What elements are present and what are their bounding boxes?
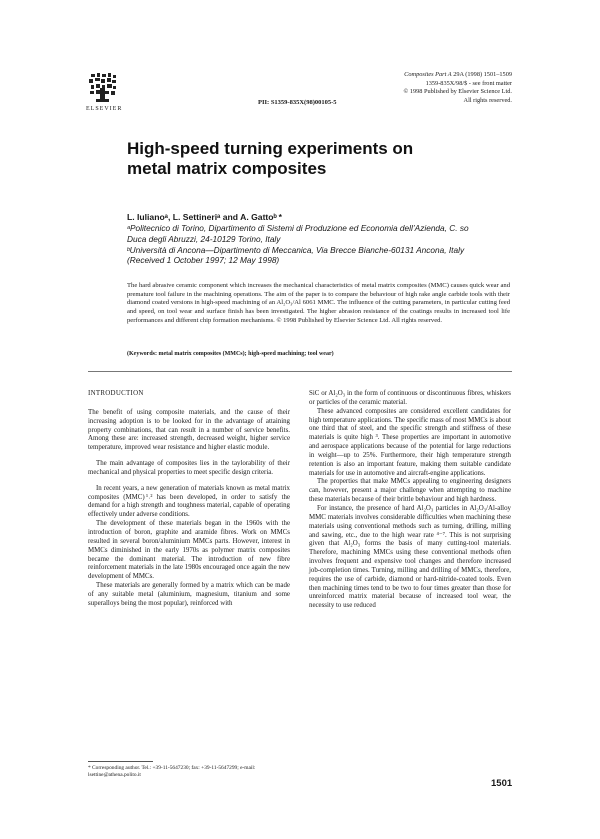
received-dates: (Received 1 October 1997; 12 May 1998) bbox=[127, 255, 280, 266]
footnote-divider bbox=[88, 761, 153, 762]
paragraph: The benefit of using composite materials, and the cause of their increasing adoption is to be looked for in the advantage of attaining property combinations, that can result in a number of service benefits. Among these are: increased strength, decreased weight, higher service temperature, improved wear resistance and higher elastic module. bbox=[88, 408, 290, 452]
paragraph: The properties that make MMCs appealing to engineering designers can, however, present a major challenge when attempting to machine these materials because of their brittle behaviour and high hardness. bbox=[309, 478, 511, 504]
affiliation-b: ᵇUniversità di Ancona—Dipartimento di Meccanica, Via Brecce Bianche-60131 Ancona, Italy bbox=[127, 244, 465, 255]
pii: PII: S1359-835X(98)00105-5 bbox=[258, 99, 337, 106]
paragraph: For instance, the presence of hard Al₂O₃ particles in Al₂O₃/Al-alloy MMC materials involves considerable difficulties when machining these materials using conventional methods such as turning, drilling, milling and sawing, etc., due to the high wear rate ⁴⁻⁷. This is not surprising given that Al₂O₃ forms the basis of many cutting-tool materials. Therefore, machining MMCs using these conventional methods often involves frequent and expensive tool changes and therefore increased job-completion times. Turning, milling and drilling of MMCs, therefore, requires the use of carbide, diamond or hard-nitride-coated tools. Even then machining times tend to be two to four times greater than those for unreinforced matrix material because of increased tool wear, the necessity to use reduced bbox=[309, 504, 511, 610]
divider bbox=[88, 371, 512, 372]
body-column-right bbox=[309, 390, 511, 611]
publisher-logo-text: ELSEVIER bbox=[86, 106, 123, 112]
paragraph: These materials are generally formed by a matrix which can be made of any suitable metal (aluminium, magnesium, titanium and some superalloys being the most popular), reinforced with bbox=[88, 582, 290, 607]
paragraph: SiC or Al₂O₃ in the form of continuous or discontinuous fibres, whiskers or particles of the ceramic material. bbox=[309, 390, 511, 406]
page-number: 1501 bbox=[491, 778, 513, 789]
paragraph: The development of these materials began in the 1960s with the introduction of boron, graphite and aramide fibres. Work on MMCs resulted in several boron/aluminium MMCs parts. However, interest in MMCs diminished in the early 1970s as polymer matrix composites became the dominant material. The introduction of new fibre reinforcement materials in the late 1980s encouraged once again the new development of MMCs. bbox=[88, 520, 290, 581]
rights: All rights reserved. bbox=[463, 96, 512, 104]
paragraph: In recent years, a new generation of materials known as metal matrix composites (MMC) ¹˒² has been developed, in order to satisfy the demand for a high strength and toughness material, capable of operating effectively under adverse conditions. bbox=[88, 484, 290, 519]
journal-ref: 29A (1998) 1501–1509 bbox=[453, 71, 512, 78]
authors: L. Iulianoᵃ, L. Settineriᵃ and A. Gattoᵇ * bbox=[127, 212, 282, 222]
paragraph: The main advantage of composites lies in the taylorability of their mechanical and physical properties to meet specific design criteria. bbox=[88, 460, 290, 476]
issn: 1359-835X/98/$ - see front matter bbox=[425, 79, 512, 87]
affiliation-a: ᵃPolitecnico di Torino, Dipartimento di Sistemi di Produzione ed Economia dell’Azienda, C. so Duca degli Abruzzi, 24-10129 Torino, Italy bbox=[127, 223, 469, 244]
copyright: © 1998 Published by Elsevier Science Ltd. bbox=[403, 88, 512, 96]
journal-name: Composites Part A bbox=[404, 71, 452, 78]
journal-citation bbox=[312, 71, 512, 105]
section-heading: INTRODUCTION bbox=[88, 390, 144, 397]
article-title: High-speed turning experiments on metal matrix composites bbox=[127, 139, 414, 178]
keywords: (Keywords: metal matrix composites (MMCs); high-speed machining; tool wear) bbox=[127, 351, 334, 357]
paragraph: These advanced composites are considered excellent candidates for high temperature applications. The specific mass of most MMCs is about one third that of steel, and the specific strength and stiffness of these materials is quite high ³. These properties are important in automotive and aerospace applications because of the potential for large reductions in weight—up to 25%. Furthermore, their high temperature strength retention is also an important feature, making them suitable candidate materials for use in automotive and aircraft-engine applications. bbox=[309, 407, 511, 477]
abstract: The hard abrasive ceramic component which increases the mechanical characteristics of metal matrix composites (MMC) causes quick wear and premature tool failure in the machining operations. The aim of the paper is to compare the behaviour of high rake angle carbide tools with their diamond coated versions in high-speed machining of an Al₂O₃/Al 6061 MMC. The influence of the cutting parameters, in particular cutting feed and speed, on tool wear and surface finish has been investigated. The higher abrasion resistance of the coatings results in increased tool life performances and different chip formation mechanisms. © 1998 Published by Elsevier Science Ltd. All rights reserved. bbox=[127, 282, 510, 324]
body-column-left bbox=[88, 390, 290, 609]
affiliations bbox=[127, 223, 477, 266]
footnote: * Corresponding author. Tel.: +39-11-5647230; fax: +39-11-5647299; e-mail: lsettine@athena.polito.it bbox=[88, 765, 256, 778]
elsevier-tree-logo bbox=[88, 72, 118, 106]
